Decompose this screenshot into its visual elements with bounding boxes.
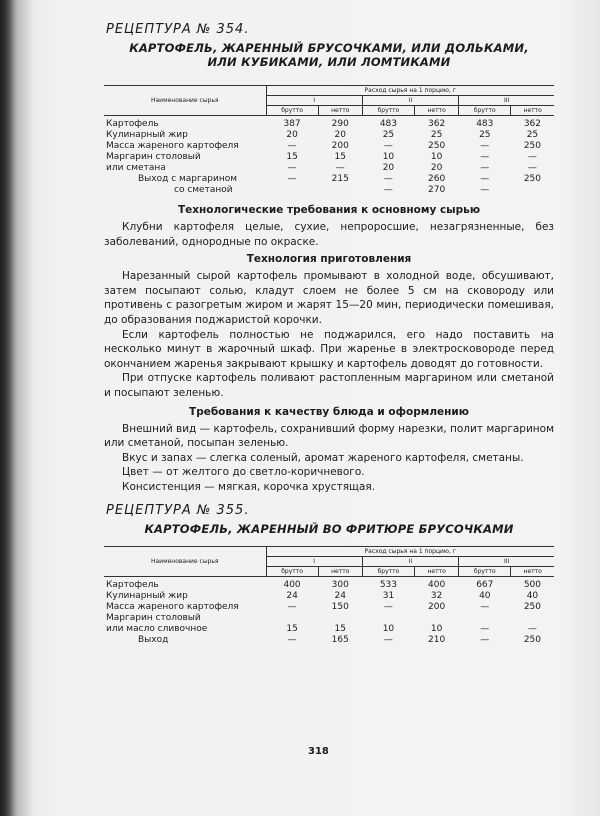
page-content <box>104 22 554 646</box>
sub-header: нетто <box>415 566 459 576</box>
cell <box>266 613 318 624</box>
sub-header: брутто <box>459 566 511 576</box>
cell <box>459 613 511 624</box>
cell: 15 <box>334 623 346 634</box>
sub-header: нетто <box>511 566 554 576</box>
cell: — <box>480 185 490 195</box>
section-heading-technology: Технология приготовления <box>246 253 412 266</box>
paragraph: Нарезанный сырой картофель промывают в холодной воде, обсушивают, затем посыпают солью, кладут слоем не более 5 см на сковороду или противень с разогретым жиром и жарят 15—20 мин, периодически помешивая, до образования поджаристой корочки. <box>104 270 554 326</box>
recipe-354-title <box>104 41 554 69</box>
sub-header: нетто <box>318 106 362 116</box>
cell: — <box>527 623 537 634</box>
cell: 200 <box>331 141 349 151</box>
paragraph: Консистенция — мягкая, корочка хрустящая. <box>122 480 375 493</box>
cell: — <box>480 601 490 612</box>
cell: 250 <box>523 634 542 645</box>
recipe-355-label: РЕЦЕПТУРА № 355. <box>106 502 250 518</box>
cell: 150 <box>331 601 349 612</box>
recipe-354-table <box>104 85 554 196</box>
cell: 300 <box>331 579 349 590</box>
cell: 215 <box>331 174 349 184</box>
section-heading-raw-material: Технологические требования к основному сырью <box>177 204 481 216</box>
sub-header: нетто <box>318 566 362 576</box>
cell <box>511 613 554 624</box>
sub-header: брутто <box>459 106 511 116</box>
cell: 32 <box>430 590 443 601</box>
cell: 362 <box>523 119 542 129</box>
sub-header: брутто <box>266 106 318 116</box>
cell: 533 <box>379 579 398 590</box>
table-row <box>104 576 554 591</box>
cell: 25 <box>526 130 539 140</box>
table-row <box>104 130 554 141</box>
row-name: Картофель <box>106 119 159 129</box>
cell: 387 <box>283 119 301 129</box>
table-row <box>104 185 554 196</box>
cell: — <box>480 634 490 645</box>
paragraph: Если картофель полностью не поджарился, его надо поставить на несколько минут в жарочный шкаф. При жаренье в электросковороде перед окончанием жаренья закрывают крышку и картофель доводят до готовности. <box>104 328 554 370</box>
consumption-header: Расход сырья на 1 порцию, г <box>266 86 554 96</box>
cell: — <box>383 185 393 195</box>
cell: — <box>335 163 345 173</box>
cell: 10 <box>430 152 443 162</box>
cell: — <box>287 634 297 645</box>
cell: 25 <box>382 130 395 140</box>
cell: — <box>383 141 393 151</box>
cell: — <box>480 152 490 162</box>
cell: 165 <box>331 634 349 645</box>
cell: 400 <box>283 579 301 590</box>
cell: — <box>287 163 297 173</box>
recipe-354-title-line1: КАРТОФЕЛЬ, ЖАРЕННЫЙ БРУСОЧКАМИ, ИЛИ ДОЛЬКАМИ, <box>129 41 529 55</box>
recipe-354-label: РЕЦЕПТУРА № 354. <box>106 22 250 37</box>
cell: 362 <box>428 119 446 129</box>
cell: 20 <box>430 163 443 173</box>
cell: 200 <box>428 601 446 612</box>
cell: 24 <box>286 590 298 601</box>
cell: — <box>383 634 393 645</box>
cell: 10 <box>382 152 395 162</box>
cell: 20 <box>334 130 346 140</box>
row-name: Кулинарный жир <box>106 130 188 140</box>
cell: 20 <box>382 163 395 173</box>
cell: — <box>480 174 490 184</box>
cell: — <box>480 163 490 173</box>
cell: 250 <box>523 601 542 612</box>
consumption-header: Расход сырья на 1 порцию, г <box>266 546 554 556</box>
cell: — <box>480 623 490 634</box>
cell: 290 <box>331 119 349 129</box>
section-heading-quality: Требования к качеству блюда и оформлению <box>189 405 469 418</box>
cell: 25 <box>430 130 443 140</box>
table-row <box>104 152 554 163</box>
cell: — <box>527 163 537 173</box>
table-row <box>104 141 554 152</box>
cell <box>511 185 554 196</box>
sub-header: брутто <box>362 566 414 576</box>
cell: 15 <box>286 152 298 162</box>
table-row <box>104 613 554 624</box>
row-name: со сметаной <box>174 185 233 195</box>
table-row <box>104 624 554 635</box>
table-row <box>104 116 554 131</box>
cell: 250 <box>523 174 542 184</box>
name-header: Наименование сырья <box>104 86 266 116</box>
cell: 270 <box>428 185 446 195</box>
cell: — <box>287 174 297 184</box>
group-header: I <box>266 556 362 566</box>
paragraph: Цвет — от желтого до светло-коричневого. <box>122 466 365 479</box>
paragraph: При отпуске картофель поливают растопленным маргарином или сметаной и посыпают зеленью. <box>104 372 554 399</box>
cell <box>362 613 414 624</box>
paragraph: Клубни картофеля целые, сухие, непроросшие, незагрязненные, без заболеваний, однородные по окраске. <box>104 221 554 248</box>
table-row <box>104 602 554 613</box>
cell: 500 <box>523 579 542 590</box>
group-header: III <box>459 96 554 106</box>
cell: 25 <box>479 130 491 140</box>
binding-shadow <box>0 0 14 816</box>
cell <box>415 613 459 624</box>
cell: 483 <box>476 119 494 129</box>
table-row <box>104 591 554 602</box>
group-header: III <box>459 556 554 566</box>
sub-header: нетто <box>415 106 459 116</box>
cell: 40 <box>526 590 539 601</box>
row-name: Выход <box>138 634 169 645</box>
sub-header: брутто <box>266 566 318 576</box>
recipe-354-title-line2: ИЛИ КУБИКАМИ, ИЛИ ЛОМТИКАМИ <box>207 55 451 69</box>
cell <box>318 613 362 624</box>
row-name: или масло сливочное <box>106 623 208 634</box>
cell: 20 <box>286 130 298 140</box>
cell: — <box>383 174 393 184</box>
cell: 400 <box>428 579 446 590</box>
group-header: I <box>266 96 362 106</box>
cell: — <box>480 141 490 151</box>
recipe-355-title: КАРТОФЕЛЬ, ЖАРЕННЫЙ ВО ФРИТЮРЕ БРУСОЧКАМИ <box>144 521 514 536</box>
cell: 483 <box>379 119 398 129</box>
sub-header: нетто <box>511 106 554 116</box>
cell: 260 <box>428 174 446 184</box>
cell: 250 <box>428 141 446 151</box>
cell: 15 <box>286 623 298 634</box>
paragraph: Вкус и запах — слегка соленый, аромат жареного картофеля, сметаны. <box>122 451 524 464</box>
row-name: Масса жареного картофеля <box>106 141 239 151</box>
recipe-355-table <box>104 546 554 646</box>
cell: 667 <box>476 579 494 590</box>
cell: 210 <box>428 634 446 645</box>
sub-header: брутто <box>362 106 414 116</box>
cell: — <box>287 601 297 612</box>
table-row <box>104 635 554 646</box>
table-row <box>104 163 554 174</box>
row-name: Маргарин столовый <box>106 612 201 623</box>
row-name: Масса жареного картофеля <box>106 601 239 612</box>
row-name: или сметана <box>106 163 166 173</box>
cell: 31 <box>382 590 395 601</box>
row-name: Выход с маргарином <box>138 174 238 184</box>
row-name: Маргарин столовый <box>106 152 201 162</box>
row-name: Кулинарный жир <box>106 590 188 601</box>
cell: — <box>527 152 537 162</box>
table-row <box>104 174 554 185</box>
group-header: II <box>362 556 458 566</box>
cell: 24 <box>334 590 346 601</box>
paragraph: Внешний вид — картофель, сохранивший форму нарезки, полит маргарином или сметаной, посыпан зеленью. <box>104 422 554 450</box>
cell <box>266 185 318 196</box>
name-header: Наименование сырья <box>104 546 266 576</box>
cell: — <box>383 601 393 612</box>
cell: 40 <box>479 590 491 601</box>
group-header: II <box>362 96 458 106</box>
cell: 10 <box>430 623 443 634</box>
page-number: 318 <box>308 746 329 757</box>
cell <box>318 185 362 196</box>
cell: 250 <box>523 141 542 151</box>
cell: — <box>287 141 297 151</box>
row-name: Картофель <box>106 579 159 590</box>
cell: 10 <box>382 623 395 634</box>
cell: 15 <box>334 152 346 162</box>
